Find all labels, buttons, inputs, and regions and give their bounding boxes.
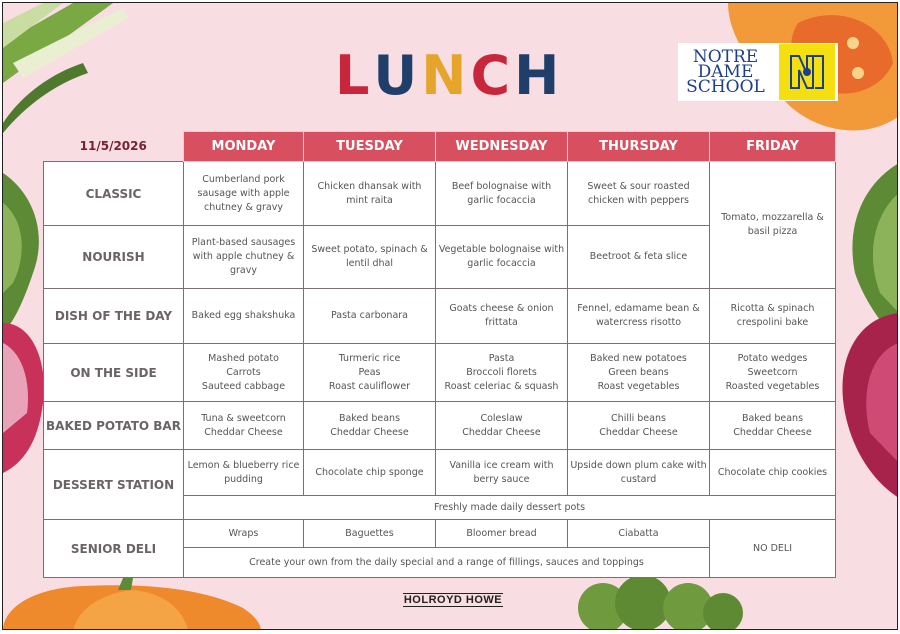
broccoli-illustration [563, 578, 743, 630]
menu-poster [2, 2, 898, 630]
lunch-title [335, 44, 564, 107]
menu-line: Cheddar Cheese [204, 426, 283, 438]
menu-cell: Plant-based sausages with apple chutney & gravy [184, 226, 304, 289]
beetroot-left-illustration [3, 303, 48, 473]
menu-line: Roasted vegetables [725, 380, 820, 392]
table-row [44, 162, 836, 226]
menu-cell-friday-main: Tomato, mozzarella & basil pizza [710, 162, 836, 289]
menu-line: Cheddar Cheese [599, 426, 678, 438]
table-row [44, 520, 836, 548]
day-header-monday: MONDAY [184, 132, 304, 162]
day-header-friday: FRIDAY [710, 132, 836, 162]
menu-line: Green beans [608, 366, 669, 378]
menu-cell-no-deli: NO DELI [710, 520, 836, 578]
menu-cell [304, 344, 436, 402]
day-header-tuesday: TUESDAY [304, 132, 436, 162]
menu-cell [436, 402, 568, 450]
menu-line: Broccoli florets [466, 366, 537, 378]
menu-cell [568, 402, 710, 450]
menu-cell: Goats cheese & onion frittata [436, 289, 568, 344]
menu-cell [710, 402, 836, 450]
title-letter: U [373, 44, 422, 107]
header-row [44, 132, 836, 162]
menu-line: Sweetcorn [747, 366, 798, 378]
category-baked-potato-bar: BAKED POTATO BAR [44, 402, 184, 450]
day-header-thursday: THURSDAY [568, 132, 710, 162]
category-dessert-station: DESSERT STATION [44, 450, 184, 520]
menu-cell: Cumberland pork sausage with apple chutney & gravy [184, 162, 304, 226]
category-nourish: NOURISH [44, 226, 184, 289]
holroyd-howe-logo [403, 588, 503, 607]
menu-cell: Upside down plum cake with custard [568, 450, 710, 496]
menu-cell: Vegetable bolognaise with garlic focaccia [436, 226, 568, 289]
menu-line: Roast celeriac & squash [444, 380, 559, 392]
menu-cell: Sweet potato, spinach & lentil dhal [304, 226, 436, 289]
menu-line: Baked beans [741, 412, 804, 424]
school-name-line: NOTRE [692, 46, 759, 67]
menu-cell: Lemon & blueberry rice pudding [184, 450, 304, 496]
title-letter: C [470, 44, 515, 107]
menu-line: Roast vegetables [597, 380, 680, 392]
menu-cell: Pasta carbonara [304, 289, 436, 344]
menu-line: Mashed potato [208, 352, 279, 364]
menu-line: Cheddar Cheese [330, 426, 409, 438]
beetroot-right-illustration [835, 303, 898, 503]
menu-line: Tuna & sweetcorn [201, 412, 286, 424]
menu-cell: Baguettes [304, 520, 436, 548]
category-senior-deli: SENIOR DELI [44, 520, 184, 578]
menu-cell [304, 402, 436, 450]
menu-cell [710, 344, 836, 402]
menu-line: Potato wedges [737, 352, 808, 364]
deli-shared-note: Create your own from the daily special and a range of fillings, sauces and toppings [184, 548, 710, 578]
footer-brand: HOLROYD HOWE [403, 594, 503, 606]
category-dish-of-the-day: DISH OF THE DAY [44, 289, 184, 344]
menu-line: Carrots [226, 366, 261, 378]
school-name-line: SCHOOL [686, 76, 765, 97]
menu-cell [436, 344, 568, 402]
category-on-the-side: ON THE SIDE [44, 344, 184, 402]
table-row [44, 344, 836, 402]
menu-line: Turmeric rice [338, 352, 401, 364]
menu-line: Roast cauliflower [328, 380, 411, 392]
menu-cell: Chocolate chip cookies [710, 450, 836, 496]
menu-cell: Baked egg shakshuka [184, 289, 304, 344]
title-letter: H [514, 44, 564, 107]
title-letter: L [335, 44, 374, 107]
nd-crest-icon [779, 44, 835, 100]
menu-cell: Vanilla ice cream with berry sauce [436, 450, 568, 496]
menu-cell [184, 402, 304, 450]
menu-cell: Beetroot & feta slice [568, 226, 710, 289]
school-name [678, 46, 773, 97]
menu-table [43, 131, 836, 578]
leek-illustration [3, 3, 163, 133]
menu-cell: Ricotta & spinach crespolini bake [710, 289, 836, 344]
menu-cell [568, 344, 710, 402]
table-row [44, 450, 836, 496]
menu-cell: Ciabatta [568, 520, 710, 548]
category-classic: CLASSIC [44, 162, 184, 226]
menu-line: Sauteed cabbage [201, 380, 286, 392]
menu-line: Peas [358, 366, 381, 378]
menu-cell: Bloomer bread [436, 520, 568, 548]
menu-cell: Wraps [184, 520, 304, 548]
menu-cell [184, 344, 304, 402]
day-header-wednesday: WEDNESDAY [436, 132, 568, 162]
menu-cell: Chicken dhansak with mint raita [304, 162, 436, 226]
menu-line: Baked beans [338, 412, 401, 424]
title-letter: N [421, 44, 471, 107]
menu-cell: Sweet & sour roasted chicken with peppers [568, 162, 710, 226]
dessert-shared-note: Freshly made daily dessert pots [184, 496, 836, 520]
school-name-line: DAME [697, 61, 754, 82]
menu-cell: Fennel, edamame bean & watercress risotto [568, 289, 710, 344]
menu-line: Coleslaw [480, 412, 523, 424]
school-logo [678, 43, 838, 101]
menu-line: Baked new potatoes [590, 352, 687, 364]
menu-line: Pasta [488, 352, 515, 364]
menu-cell: Chocolate chip sponge [304, 450, 436, 496]
menu-line: Cheddar Cheese [733, 426, 812, 438]
menu-line: Chilli beans [611, 412, 666, 424]
menu-date: 11/5/2026 [79, 139, 147, 154]
table-row [44, 289, 836, 344]
pumpkin-illustration [3, 578, 263, 630]
menu-line: Cheddar Cheese [462, 426, 541, 438]
menu-cell: Beef bolognaise with garlic focaccia [436, 162, 568, 226]
table-row [44, 402, 836, 450]
